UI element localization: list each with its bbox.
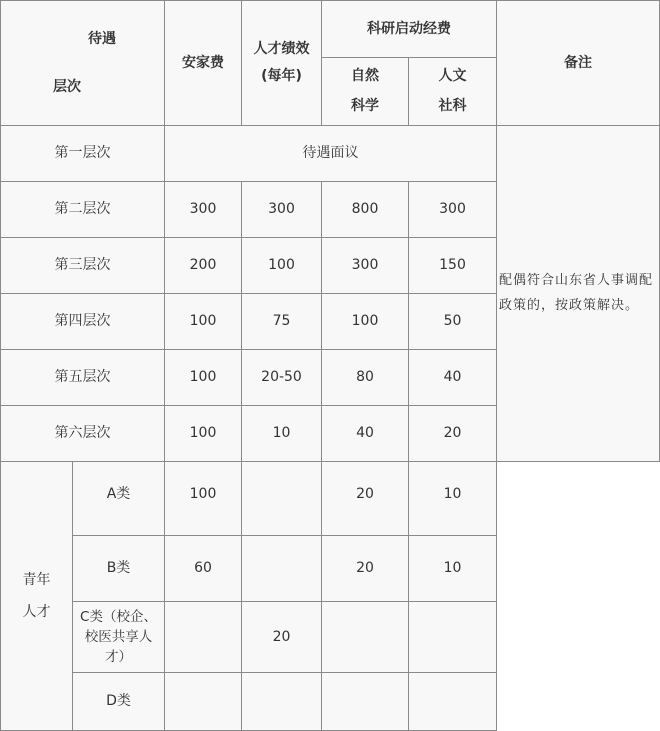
performance-value: 300 xyxy=(241,181,322,238)
youth-category-label: C类（校企、 校医共享人 才） xyxy=(72,601,165,673)
level-label: 第三层次 xyxy=(0,237,165,294)
settlement-value: 300 xyxy=(164,181,242,238)
header-research-startup-fund: 科研启动经费 xyxy=(321,0,497,58)
natural-science-value xyxy=(321,601,409,673)
humanities-value: 40 xyxy=(408,349,497,406)
corner-header-cell xyxy=(0,0,165,126)
settlement-value: 100 xyxy=(164,349,242,406)
natural-science-value: 800 xyxy=(321,181,409,238)
level-label: 第五层次 xyxy=(0,349,165,406)
youth-category-label: B类 xyxy=(72,535,165,602)
header-talent-performance: 人才绩效 (每年) xyxy=(241,0,322,126)
natural-science-value: 300 xyxy=(321,237,409,294)
settlement-value xyxy=(164,601,242,673)
level-label: 第四层次 xyxy=(0,293,165,350)
natural-science-value: 100 xyxy=(321,293,409,350)
humanities-value: 20 xyxy=(408,405,497,462)
humanities-value: 300 xyxy=(408,181,497,238)
level-label: 第一层次 xyxy=(0,125,165,182)
natural-science-value: 20 xyxy=(321,535,409,602)
humanities-value xyxy=(408,672,497,731)
settlement-value: 60 xyxy=(164,535,242,602)
corner-label-benefits: 待遇 xyxy=(88,30,116,47)
performance-value: 100 xyxy=(241,237,322,294)
humanities-value: 50 xyxy=(408,293,497,350)
humanities-value: 150 xyxy=(408,237,497,294)
settlement-value: 100 xyxy=(164,461,242,536)
level-label: 第二层次 xyxy=(0,181,165,238)
youth-talent-group-label: 青年 人才 xyxy=(0,461,73,731)
performance-value: 20 xyxy=(241,601,322,673)
performance-value xyxy=(241,535,322,602)
performance-value: 10 xyxy=(241,405,322,462)
natural-science-value xyxy=(321,672,409,731)
performance-value: 20-50 xyxy=(241,349,322,406)
humanities-value: 10 xyxy=(408,535,497,602)
header-humanities-social: 人文 社科 xyxy=(408,57,497,126)
settlement-value: 100 xyxy=(164,293,242,350)
remarks-cell: 配偶符合山东省人事调配政策的，按政策解决。 xyxy=(496,125,660,462)
negotiable-cell: 待遇面议 xyxy=(164,125,497,182)
level-label: 第六层次 xyxy=(0,405,165,462)
humanities-value xyxy=(408,601,497,673)
natural-science-value: 20 xyxy=(321,461,409,536)
youth-category-label: D类 xyxy=(72,672,165,731)
settlement-value: 200 xyxy=(164,237,242,294)
natural-science-value: 40 xyxy=(321,405,409,462)
performance-value xyxy=(241,672,322,731)
settlement-value: 100 xyxy=(164,405,242,462)
humanities-value: 10 xyxy=(408,461,497,536)
performance-value: 75 xyxy=(241,293,322,350)
settlement-value xyxy=(164,672,242,731)
header-remarks: 备注 xyxy=(496,0,660,126)
corner-label-levels: 层次 xyxy=(53,78,81,95)
natural-science-value: 80 xyxy=(321,349,409,406)
performance-value xyxy=(241,461,322,536)
youth-category-label: A类 xyxy=(72,461,165,536)
header-settlement-fee: 安家费 xyxy=(164,0,242,126)
header-natural-science: 自然 科学 xyxy=(321,57,409,126)
